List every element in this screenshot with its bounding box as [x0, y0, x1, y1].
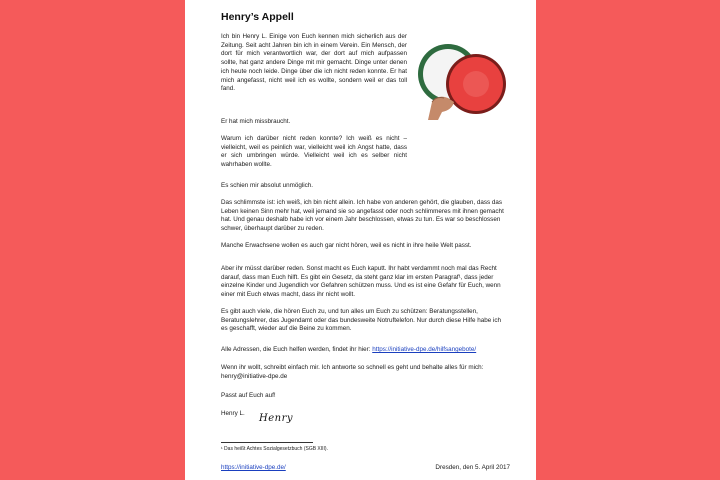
handwritten-signature: Henry: [259, 413, 294, 424]
letter-page: [185, 0, 536, 480]
paragraph-addresses: [221, 346, 505, 355]
help-offers-link[interactable]: https://initiative-dpe.de/hilfsangebote/: [372, 346, 477, 353]
footer-place-date: Dresden, den 5. April 2017: [435, 464, 510, 471]
paragraph-adults: Manche Erwachsene wollen es auch gar nicht hören, weil es nicht in ihre heile Welt passt.: [221, 242, 472, 249]
paragraph-closing: Passt auf Euch auf!: [221, 392, 276, 399]
hand-holding-round-shapes-photo: [418, 36, 510, 120]
paragraph-must-talk: Aber ihr müsst darüber reden. Sonst macht es Euch kaputt. Ihr habt verdammt noch mal das Recht darauf, dass man Euch hilft. Es gibt ein Gesetz, da steht ganz klar im ersten Paragraf¹, dass jeder einzelne Kinder und Jugendlich vor Gefahren schützen muss. Und es ist eine Gefahr für Euch, wenn einer mit Euch etwas macht, dass ihr nicht wollt.: [221, 265, 501, 299]
addresses-prefix: Alle Adressen, die Euch helfen werden, findet ihr hier:: [221, 346, 373, 353]
paragraph-worst: Das schlimmste ist: ich weiß, ich bin nicht allein. Ich habe von anderen gehört, die glauben, dass das Leben keinen Sinn mehr hat, weil jemand sie so angefasst oder noch schlimmeres mit ihnen gemacht hat. Und genau deshalb habe ich vor einem Jahr beschlossen, etwas zu tun. Es war so beschlossen schwer, überhaupt darüber zu reden.: [221, 199, 504, 233]
paragraph-impossible: Es schien mir absolut unmöglich.: [221, 182, 314, 189]
paragraph-intro: Ich bin Henry L. Einige von Euch kennen mich sicherlich aus der Zeitung. Seit acht Jahren bin ich in einem Verein. Ein Mensch, der dort für mich verantwortlich war, der dort auf mich aufpassen sollte, hat ganz andere Dinge mit mir gemacht. Dinge unter denen ich heute noch leide. Dinge über die ich nicht reden konnte. Er hat mich angefasst, nicht weil ich es wollte, sondern weil er das toll fand.: [221, 33, 407, 93]
paragraph-write: Wenn ihr wollt, schreibt einfach mir. Ich antworte so schnell es geht und behalte alles für mich: henry@initiative-dpe.de: [221, 364, 484, 380]
paragraph-help: Es gibt auch viele, die hören Euch zu, und tun alles um Euch zu schützen: Beratungsstellen, Beratungslehrer, das Jugendamt oder das bundesweite Notruftelefon. Nur durch diese Hilfe habe ich es geschafft, wieder auf die Beine zu kommen.: [221, 308, 502, 333]
paragraph-why: Warum ich darüber nicht reden konnte? Ich weiß es nicht – vielleicht, weil es peinlich war, vielleicht weil ich Angst hatte, dass er sich umbringen würde. Vielleicht weil ich es selber nicht wahrhaben wollte.: [221, 135, 407, 169]
footnote: ¹ Das heißt Achtes Sozialgesetzbuch (SGB XIII).: [221, 446, 328, 452]
footnote-divider: [221, 442, 313, 443]
letter-title: Henry’s Appell: [221, 11, 294, 23]
footer-website-link[interactable]: https://initiative-dpe.de/: [221, 464, 286, 471]
paragraph-sender: Henry L.: [221, 410, 245, 417]
paragraph-abused: Er hat mich missbraucht.: [221, 118, 291, 125]
